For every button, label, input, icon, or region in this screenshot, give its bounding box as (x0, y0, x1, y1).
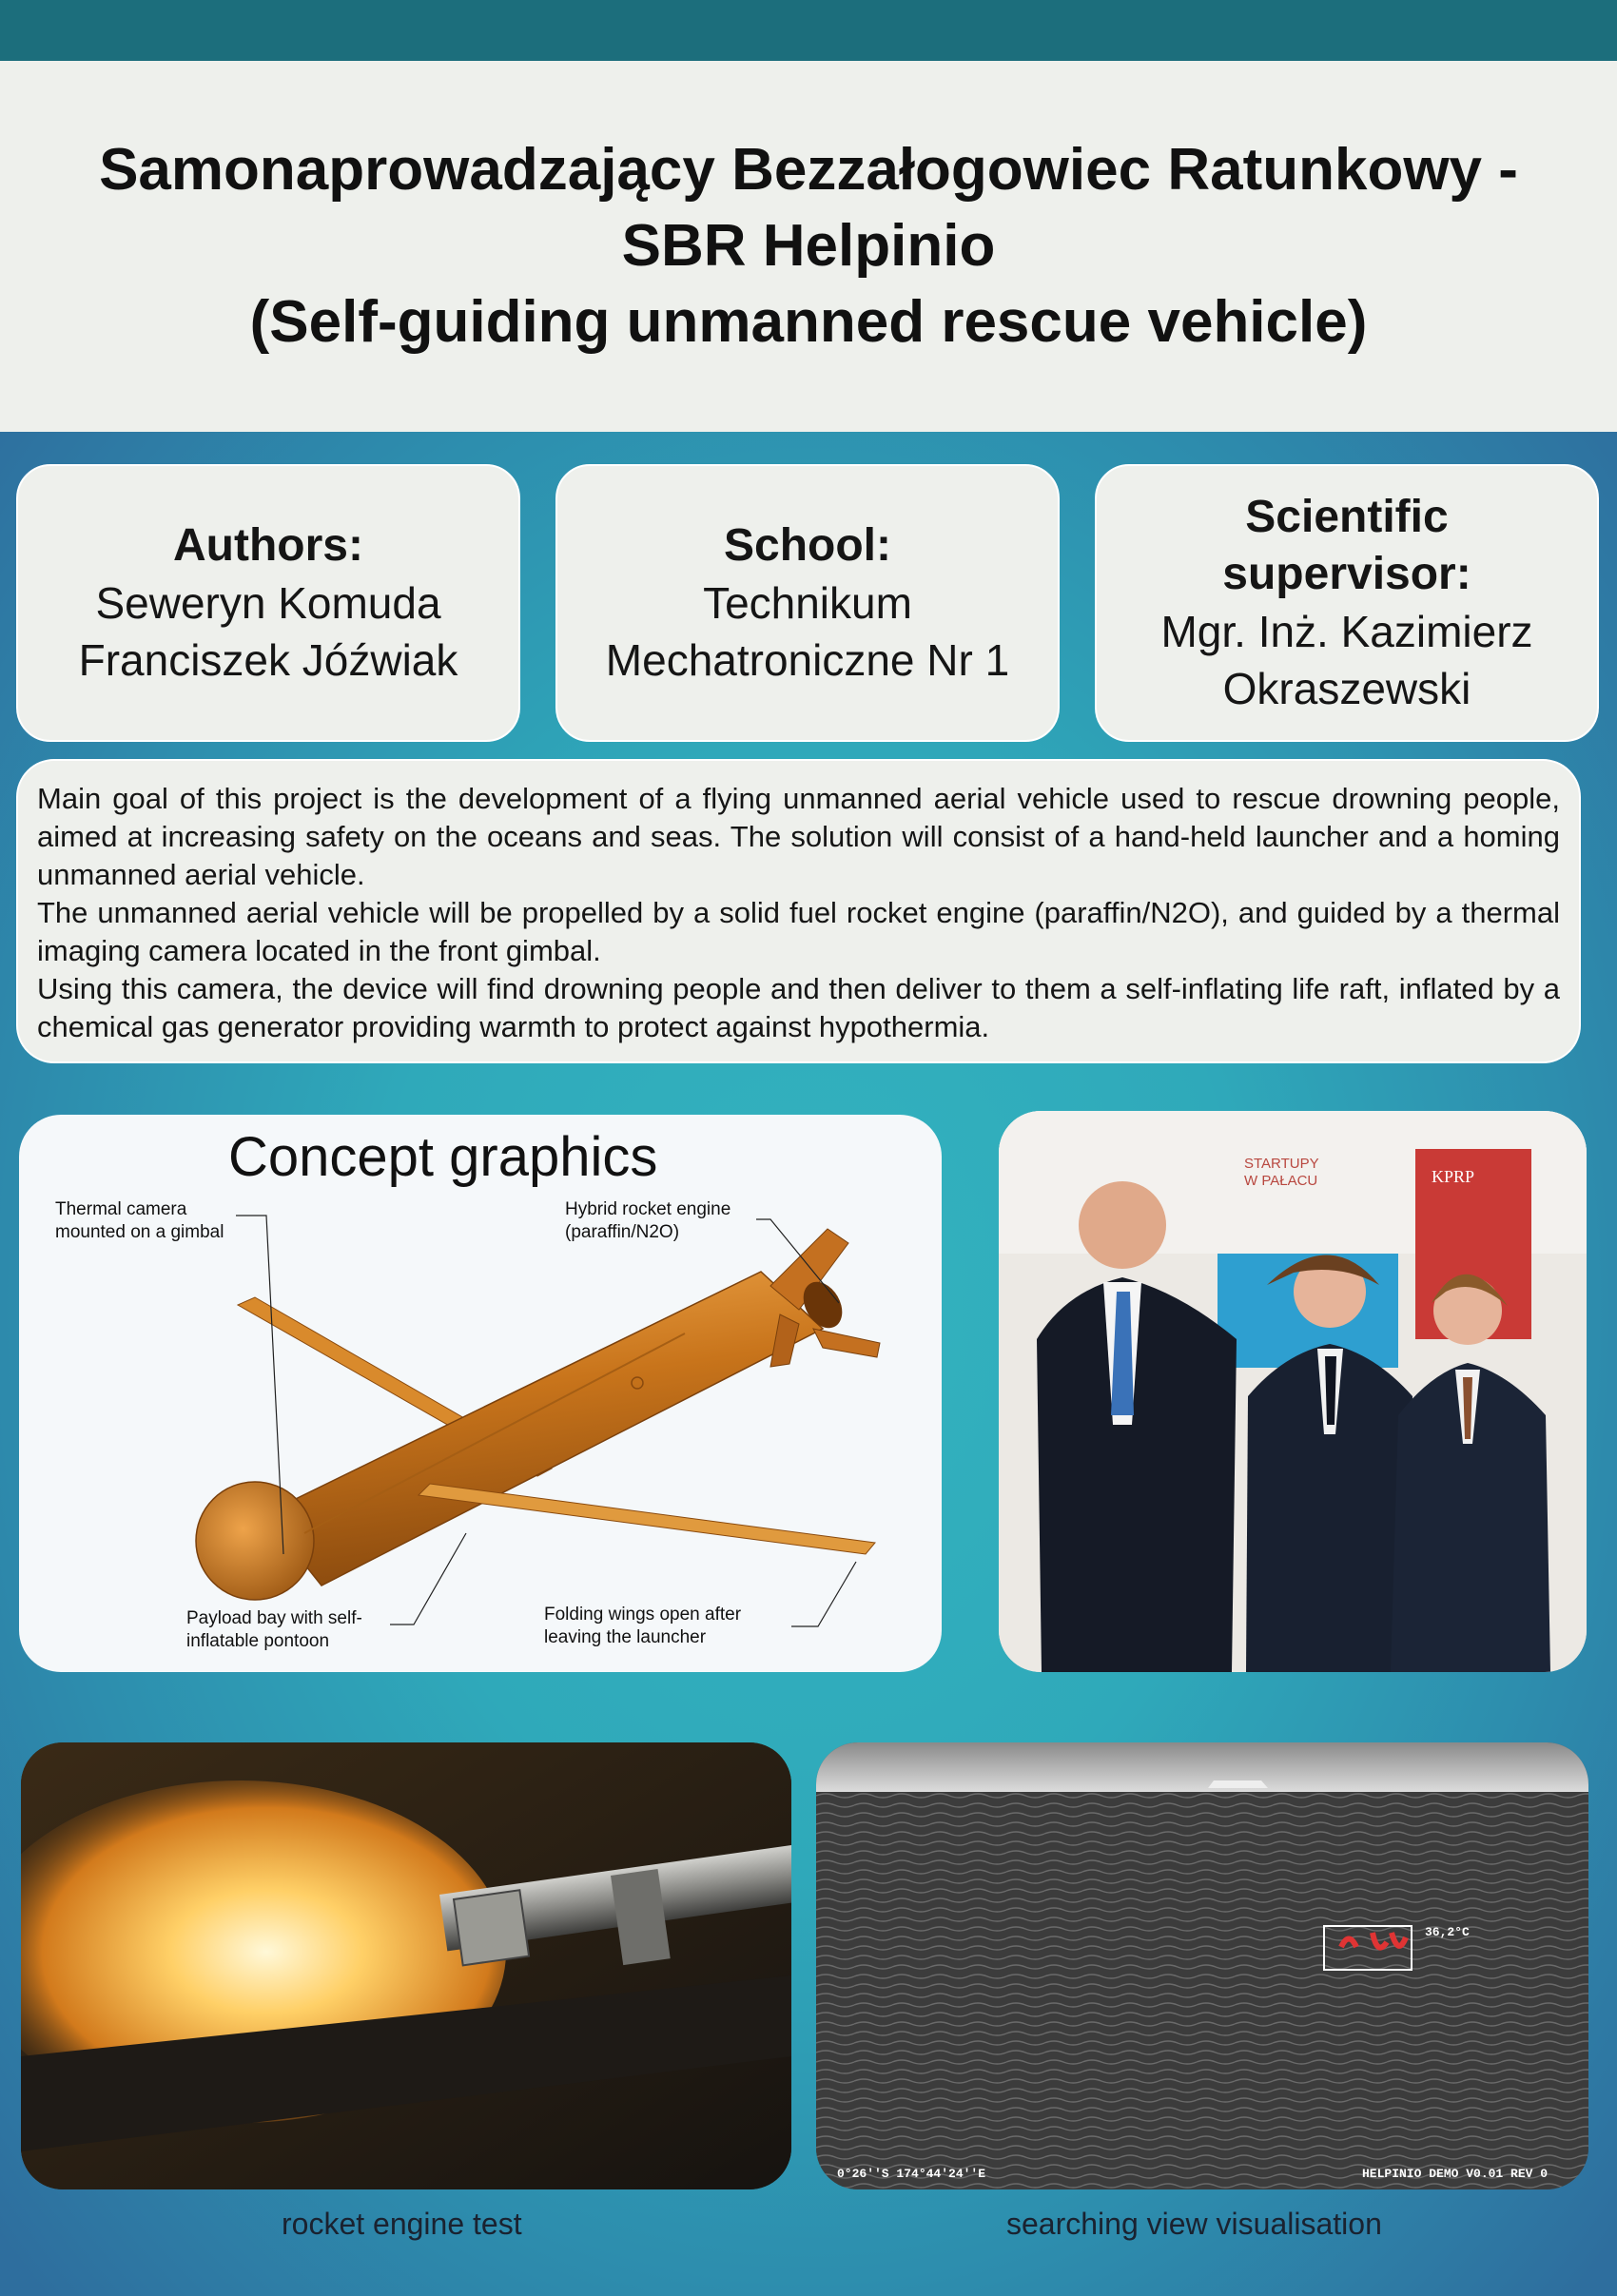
description-paragraph: Main goal of this project is the development of a flying unmanned aerial vehicle used to rescue drowning people, aimed at increasing safety on the oceans and seas. The solution will consist of a hand-held launcher and a homing unmanned aerial vehicle. (37, 782, 1560, 891)
tail-fins (770, 1229, 880, 1367)
callout-text: (paraffin/N2O) (565, 1222, 680, 1242)
supervisor-card (1095, 464, 1599, 742)
sky (816, 1742, 1588, 1792)
author-name: Franciszek Jóźwiak (78, 635, 458, 685)
title-line-3: (Self-guiding unmanned rescue vehicle) (249, 289, 1368, 355)
thermal-caption: searching view visualisation (1006, 2207, 1382, 2241)
supervisor-label (1222, 489, 1471, 603)
demo-watermark: HELPINIO DEMO V0.01 REV 0 (1362, 2167, 1549, 2181)
nozzle-flange (454, 1890, 529, 1965)
callout-text: Thermal camera (55, 1199, 187, 1219)
school-card (555, 464, 1060, 742)
distant-boat (1208, 1780, 1268, 1788)
callout-payload (186, 1607, 362, 1653)
team-photo (999, 1111, 1587, 1672)
title-line-1: Samonaprowadzający Bezzałogowiec Ratunkowy - (99, 137, 1518, 203)
description-paragraph: The unmanned aerial vehicle will be propelled by a solid fuel rocket engine (paraffin/N2O), and guided by a thermal imaging camera located in the front gimbal. (37, 896, 1560, 967)
school-label: School: (724, 520, 891, 571)
supervisor-line: Mgr. Inż. Kazimierz (1160, 607, 1533, 656)
callout-camera (55, 1198, 224, 1244)
front-wing (419, 1484, 875, 1554)
school-name (606, 574, 1009, 689)
sign-text: W PAŁACU (1244, 1173, 1318, 1189)
title-line-2: SBR Helpinio (621, 213, 996, 279)
callout-text: leaving the launcher (544, 1627, 707, 1647)
thermal-view (816, 1742, 1588, 2189)
poster-title (99, 132, 1518, 360)
top-bar (0, 0, 1617, 61)
description-paragraph: Using this camera, the device will find drowning people and then deliver to them a self-inflating life raft, inflated by a chemical gas generator providing warmth to protect against hypothermia. (37, 972, 1560, 1043)
team-photo-illustration (999, 1111, 1587, 1672)
engine-test-illustration (21, 1742, 791, 2189)
supervisor-label-line: Scientific (1245, 492, 1449, 542)
authors-card (16, 464, 520, 742)
project-description (16, 759, 1581, 1063)
callout-text: inflatable pontoon (186, 1631, 330, 1651)
kprp-text: KPRP (1432, 1167, 1475, 1186)
sea (816, 1792, 1588, 2189)
supervisor-name (1160, 603, 1532, 717)
supervisor-label-line: supervisor: (1222, 549, 1471, 599)
school-line: Technikum (703, 578, 912, 628)
authors-label: Authors: (173, 520, 363, 571)
callout-text: mounted on a gimbal (55, 1222, 224, 1242)
callout-text: Hybrid rocket engine (565, 1199, 731, 1219)
title-banner (0, 61, 1617, 432)
thermal-illustration (816, 1742, 1588, 2189)
sign-text: STARTUPY (1244, 1156, 1319, 1172)
callout-engine (565, 1198, 731, 1244)
callout-text: Payload bay with self- (186, 1608, 362, 1628)
engine-caption: rocket engine test (282, 2207, 522, 2241)
callout-text: Folding wings open after (544, 1605, 742, 1625)
supervisor-line: Okraszewski (1222, 664, 1471, 713)
gps-coordinates: 0°26''S 174°44'24''E (837, 2167, 986, 2181)
rocket-engine-photo (21, 1742, 791, 2189)
concept-title: Concept graphics (228, 1126, 658, 1188)
author-name: Seweryn Komuda (95, 578, 441, 628)
temperature-readout: 36,2°C (1425, 1925, 1470, 1939)
authors-names (79, 574, 458, 689)
school-line: Mechatroniczne Nr 1 (605, 635, 1010, 685)
concept-graphics-panel (19, 1115, 942, 1672)
callout-wings (544, 1604, 741, 1649)
